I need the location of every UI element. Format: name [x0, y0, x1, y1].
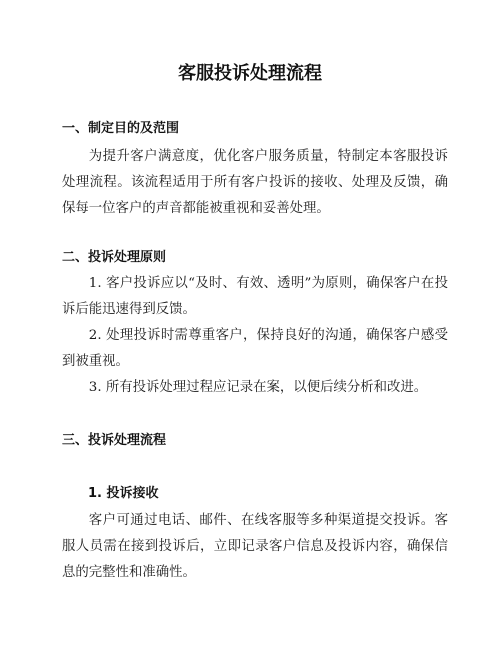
- subsection-heading-receive: 1. 投诉接收: [88, 486, 159, 501]
- section-heading-purpose: 一、制定目的及范围: [62, 121, 180, 136]
- principle-item-3: 3. 所有投诉处理过程应记录在案，以便后续分析和改进。: [88, 380, 428, 395]
- principle-item-2: 2. 处理投诉时需尊重客户，保持良好的沟通，确保客户感受到被重视。: [62, 328, 448, 369]
- section-paragraph-purpose: 为提升客户满意度，优化客户服务质量，特制定本客服投诉处理流程。该流程适用于所有客户投诉的接收、处理及反馈，确保每一位客户的声音都能被重视和妥善处理。: [62, 149, 448, 216]
- section-heading-process: 三、投诉处理流程: [62, 433, 167, 448]
- section-heading-principles: 二、投诉处理原则: [62, 250, 167, 265]
- principle-item-1: 1. 客户投诉应以“及时、有效、透明”为原则，确保客户在投诉后能迅速得到反馈。: [62, 276, 448, 317]
- subsection-paragraph-receive: 客户可通过电话、邮件、在线客服等多种渠道提交投诉。客服人员需在接到投诉后，立即记录客户信息及投诉内容，确保信息的完整性和准确性。: [62, 513, 448, 580]
- document-title: 客服投诉处理流程: [178, 63, 322, 84]
